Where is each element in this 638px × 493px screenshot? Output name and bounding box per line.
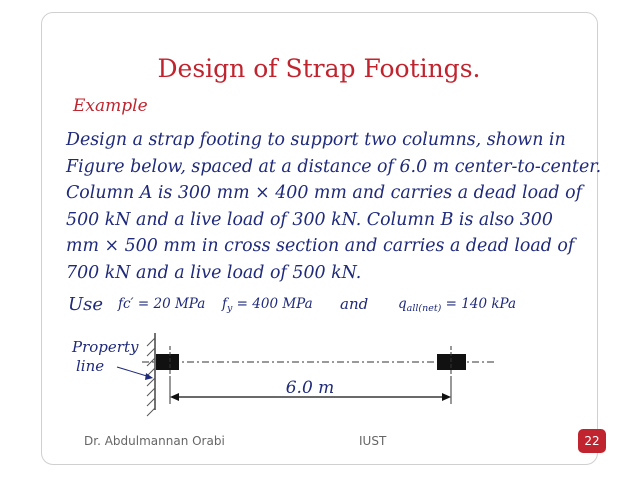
fy-base: f: [222, 296, 227, 312]
body-line: 700 kN and a live load of 500 kN.: [66, 262, 362, 283]
footer-institution: IUST: [359, 434, 387, 448]
q-base: q: [398, 296, 407, 312]
q-subscript: all(net): [406, 303, 442, 314]
spacing-label: 6.0 m: [285, 378, 335, 398]
body-line: 500 kN and a live load of 300 kN. Column B is also 300: [66, 209, 553, 230]
footer-author: Dr. Abdulmannan Orabi: [84, 434, 225, 448]
body-line: Design a strap footing to support two columns, shown in: [66, 130, 566, 150]
fy-rest: = 400 MPa: [232, 296, 313, 312]
slide-subtitle: Example: [73, 96, 148, 116]
q-rest: = 140 kPa: [441, 296, 517, 312]
dimension-arrow-left: [170, 393, 179, 401]
body-line: Figure below, spaced at a distance of 6.0 m center-to-center.: [66, 156, 602, 177]
property-label-line2: line: [76, 357, 105, 375]
body-line: Column A is 300 mm × 400 mm and carries a dead load of: [66, 183, 583, 203]
equation-fc: fc′ = 20 MPa: [118, 296, 206, 312]
slide-title: Design of Strap Footings.: [157, 54, 481, 83]
property-label: Property: [72, 338, 139, 356]
fy-subscript: y: [227, 303, 233, 314]
dimension-arrow-right: [442, 393, 451, 401]
page-number-badge: 22: [578, 429, 606, 453]
body-line: mm × 500 mm in cross section and carries a dead load of: [66, 236, 575, 256]
column-a: [156, 354, 179, 370]
use-label: Use: [68, 294, 104, 315]
label-pointer: [117, 367, 150, 377]
and-word: and: [340, 295, 369, 313]
